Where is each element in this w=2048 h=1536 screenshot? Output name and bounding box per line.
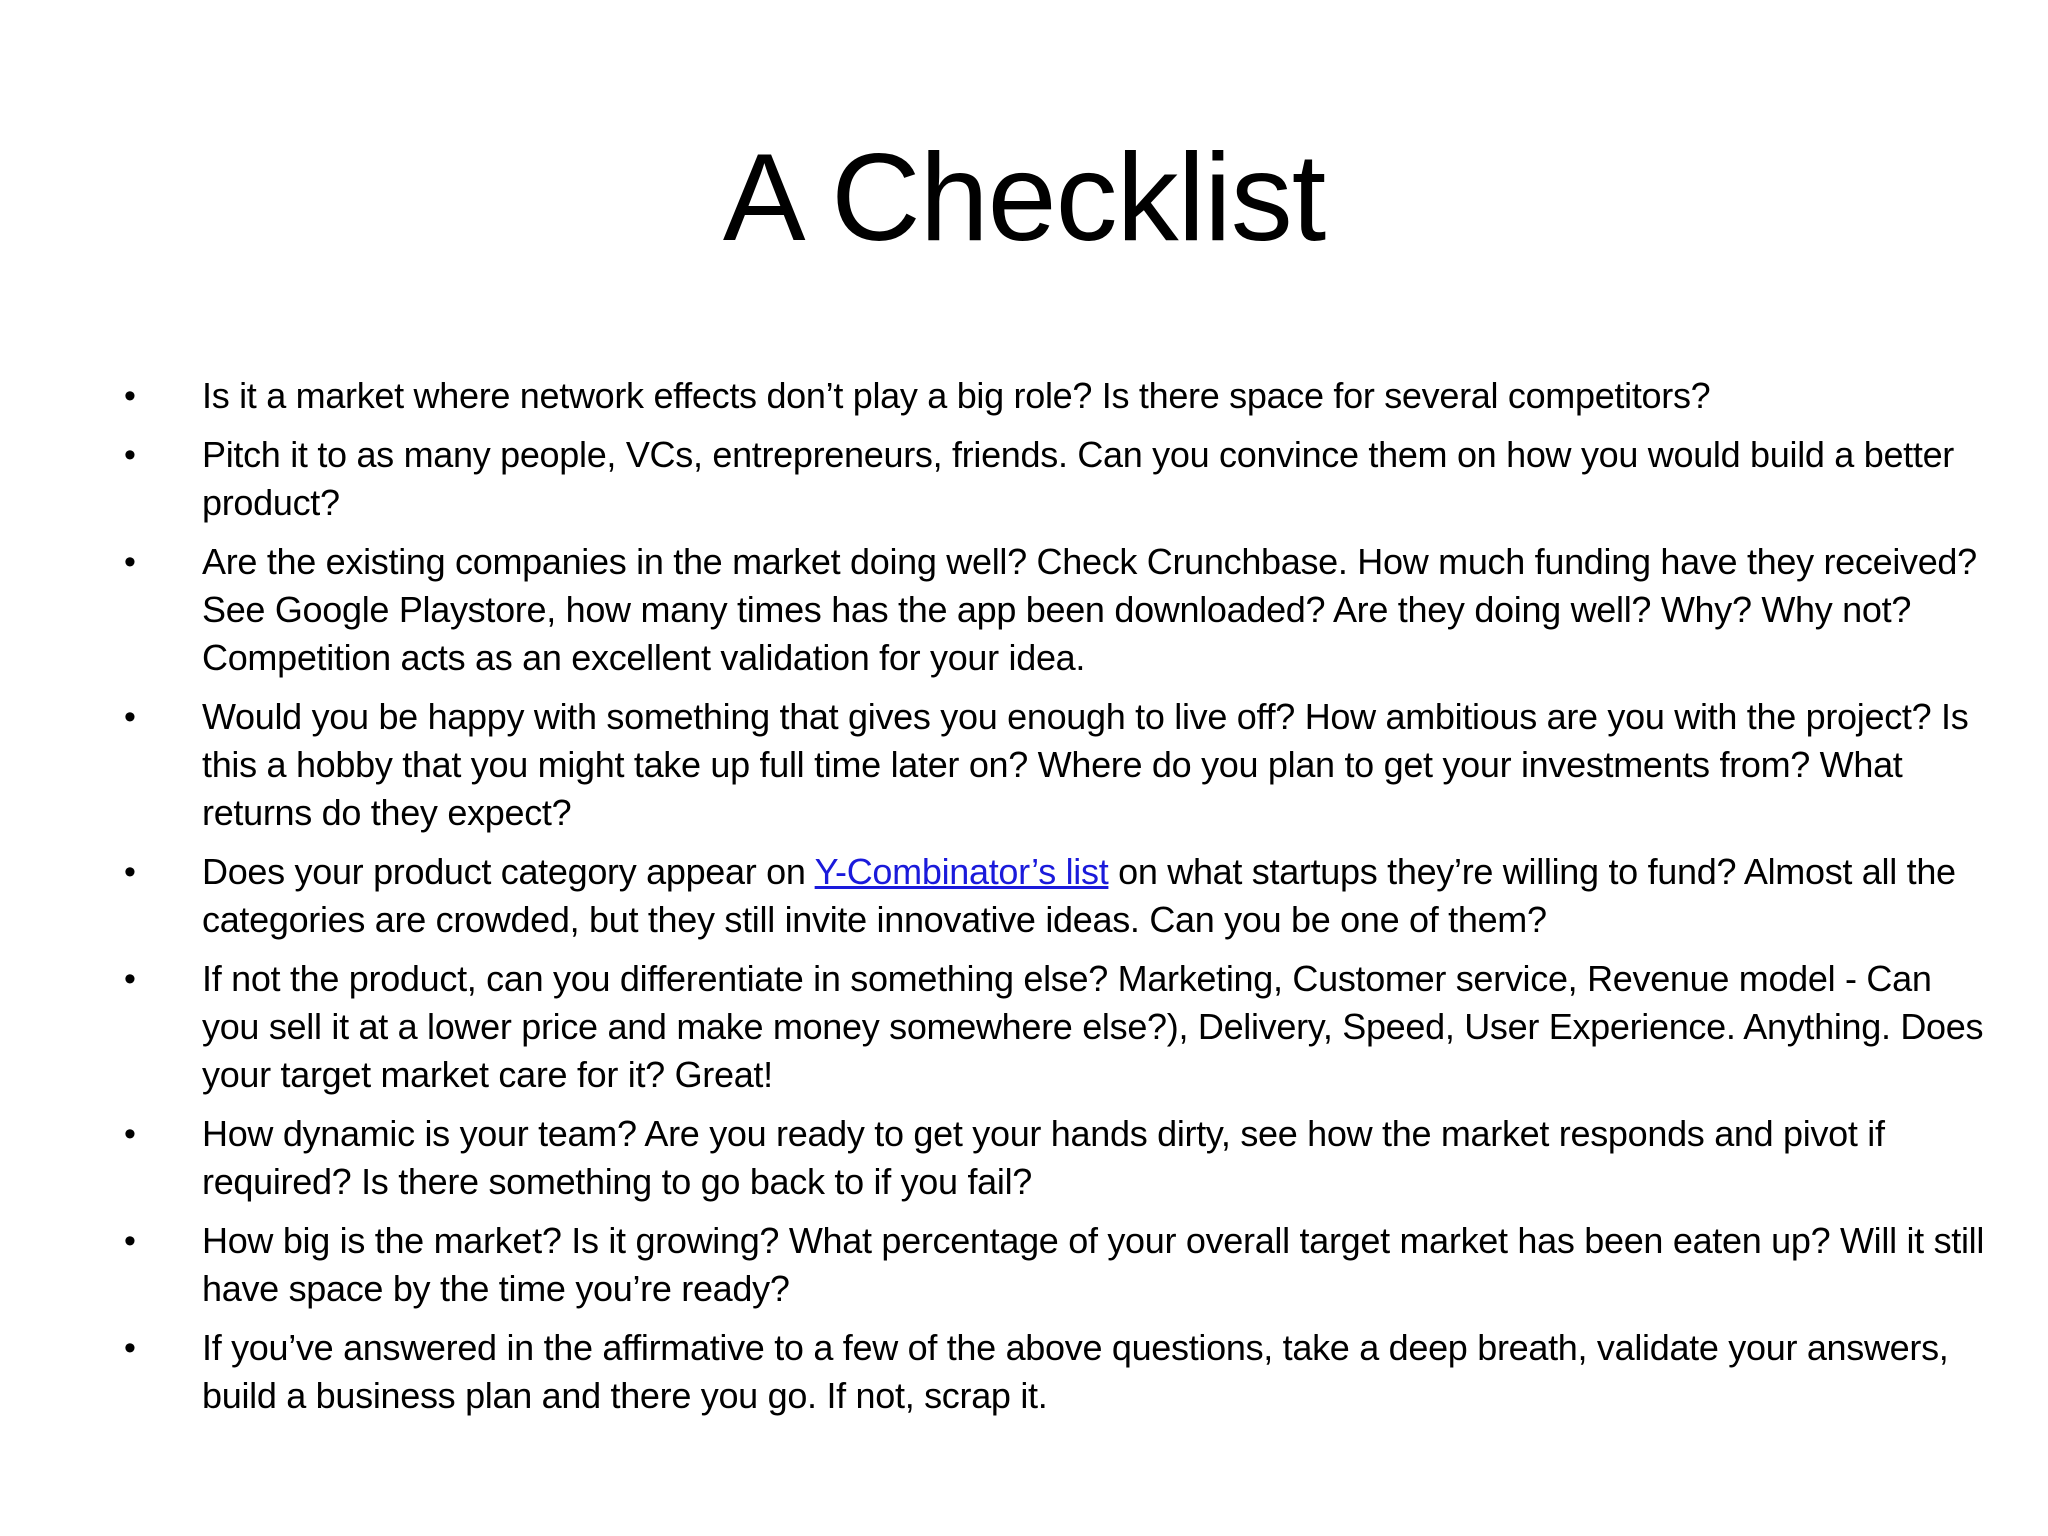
- y-combinator-list-link[interactable]: Y-Combinator’s list: [814, 851, 1109, 892]
- bullet-icon: •: [124, 377, 136, 415]
- checklist-item-text: If not the product, can you differentiate in something else? Marketing, Customer service, Revenue model - Can you sell it at a lower price and make money somewhere else?), Delivery, Speed, User Experience. Anything. Does your target market care for it? Great!: [202, 958, 1984, 1095]
- checklist-item-text: Pitch it to as many people, VCs, entrepreneurs, friends. Can you convince them on how you would build a better product?: [202, 434, 1954, 523]
- checklist-item-text: How dynamic is your team? Are you ready to get your hands dirty, see how the market responds and pivot if required? Is there something to go back to if you fail?: [202, 1113, 1885, 1202]
- checklist-item-differentiate: [0, 955, 2048, 1099]
- bullet-icon: •: [124, 960, 136, 998]
- slide-title: A Checklist: [722, 129, 1326, 267]
- bullet-icon: •: [124, 1329, 136, 1367]
- checklist-item-text: If you’ve answered in the affirmative to a few of the above questions, take a deep breath, validate your answers, build a business plan and there you go. If not, scrap it.: [202, 1327, 1949, 1416]
- checklist-item-text: How big is the market? Is it growing? What percentage of your overall target market has been eaten up? Will it still have space by the time you’re ready?: [202, 1220, 1985, 1309]
- bullet-icon: •: [124, 1222, 136, 1260]
- checklist-item-team: [0, 1110, 2048, 1206]
- checklist-item-text: Would you be happy with something that gives you enough to live off? How ambitious are you with the project? Is this a hobby that you might take up full time later on? Where do you plan to get your investments from? What returns do they expect?: [202, 696, 1969, 833]
- checklist-item-existing-companies: [0, 538, 2048, 682]
- bullet-icon: •: [124, 436, 136, 474]
- checklist-item-text-after-link: on what startups they’re willing to fund? Almost all the categories are crowded, but they still invite innovative ideas. Can you be one of them?: [202, 851, 1956, 940]
- checklist-item-text: Is it a market where network effects don’t play a big role? Is there space for several competitors?: [202, 375, 1711, 416]
- bullet-icon: •: [124, 853, 136, 891]
- checklist-item-network-effects: [0, 372, 2048, 420]
- bullet-icon: •: [124, 698, 136, 736]
- checklist-item-conclusion: [0, 1324, 2048, 1420]
- checklist-item-pitch: [0, 431, 2048, 527]
- bullet-icon: •: [124, 1115, 136, 1153]
- checklist: [0, 372, 2048, 1431]
- bullet-icon: •: [124, 543, 136, 581]
- checklist-item-ambition: [0, 693, 2048, 837]
- checklist-item-y-combinator: [0, 848, 2048, 944]
- checklist-item-text-before-link: Does your product category appear on: [202, 851, 815, 892]
- checklist-item-text: Are the existing companies in the market doing well? Check Crunchbase. How much funding have they received? See Google Playstore, how many times has the app been downloaded? Are they doing well? Why? Why not? Competition acts as an excellent validation for your idea.: [202, 541, 1977, 678]
- checklist-item-market-size: [0, 1217, 2048, 1313]
